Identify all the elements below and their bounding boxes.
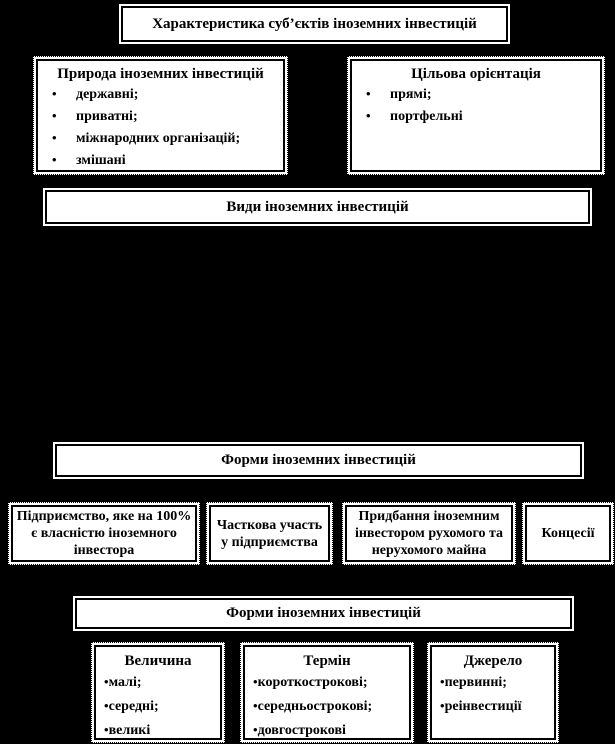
nature-item-label: державні; [76, 87, 139, 102]
class-item-label: реінвестиції [444, 699, 522, 714]
bullet-icon: • [253, 722, 258, 737]
nature-box [36, 59, 285, 172]
list-item [432, 694, 554, 718]
list-item [432, 670, 554, 694]
bullet-icon: • [104, 722, 109, 737]
nature-item-label: змішані [76, 153, 126, 168]
list-item [38, 83, 283, 105]
forms-banner-1-label: Форми іноземних інвестицій [221, 452, 416, 468]
forms-banner-2-label: Форми іноземних інвестицій [226, 605, 421, 621]
class-item-label: первинні; [444, 675, 507, 690]
form-box-partial-share [209, 505, 330, 562]
bullet-icon: • [366, 86, 371, 101]
target-box-title: Цільова орієнтація [411, 66, 541, 82]
form-box-label: Концесії [541, 526, 595, 541]
list-item [96, 718, 220, 742]
class-box-title: Джерело [463, 653, 523, 669]
bullet-icon: • [52, 152, 57, 167]
list-item [38, 149, 283, 171]
class-item-label: середні; [108, 699, 159, 714]
form-box-label: Підприємство, яке на 100% є власністю іноземного інвестора [16, 509, 192, 558]
bullet-icon: • [104, 674, 109, 689]
bullet-icon: • [52, 108, 57, 123]
list-item [96, 694, 220, 718]
nature-item-label: міжнародних організацій; [76, 131, 241, 146]
bullet-icon: • [440, 674, 445, 689]
bullet-icon: • [104, 698, 109, 713]
list-item [352, 105, 600, 127]
nature-box-title: Природа іноземних інвестицій [57, 66, 264, 82]
bullet-icon: • [253, 674, 258, 689]
list-item [245, 718, 409, 742]
types-banner-label: Види іноземних інвестицій [226, 198, 409, 215]
forms-banner-2 [75, 598, 572, 629]
form-box-label: Часткова участь у підприємства [216, 517, 323, 550]
bullet-icon: • [253, 698, 258, 713]
forms-banner-1 [55, 444, 582, 477]
class-box-title: Величина [124, 653, 192, 669]
bullet-icon: • [52, 130, 57, 145]
class-item-label: короткострокові; [257, 675, 368, 690]
bullet-icon: • [52, 86, 57, 101]
form-box-enterprise-100 [11, 505, 197, 562]
target-item-label: прямі; [390, 87, 432, 102]
form-box-label: Придбання іноземним інвестором рухомого та нерухомого майна [354, 509, 504, 558]
form-box-property-acquisition [345, 505, 513, 562]
header-title-box [121, 6, 508, 42]
class-item-label: великі [108, 723, 151, 738]
list-item [96, 670, 220, 694]
nature-item-label: приватні; [76, 109, 138, 124]
header-title: Характеристика суб’єктів іноземних інвестицій [152, 15, 477, 32]
class-item-label: малі; [108, 675, 142, 690]
bullet-icon: • [366, 108, 371, 123]
list-item [38, 127, 283, 149]
form-box-concessions [525, 505, 611, 562]
class-item-label: довгострокові [257, 723, 346, 738]
list-item [352, 83, 600, 105]
class-box-size [94, 645, 222, 740]
list-item [38, 105, 283, 127]
target-orientation-box [350, 59, 602, 172]
class-box-source [430, 645, 556, 740]
target-item-label: портфельні [390, 109, 463, 124]
class-item-label: середньострокові; [257, 699, 373, 714]
list-item [245, 670, 409, 694]
types-banner [45, 190, 590, 224]
class-box-title: Термін [303, 653, 351, 669]
bullet-icon: • [440, 698, 445, 713]
class-box-term [243, 645, 411, 740]
list-item [245, 694, 409, 718]
